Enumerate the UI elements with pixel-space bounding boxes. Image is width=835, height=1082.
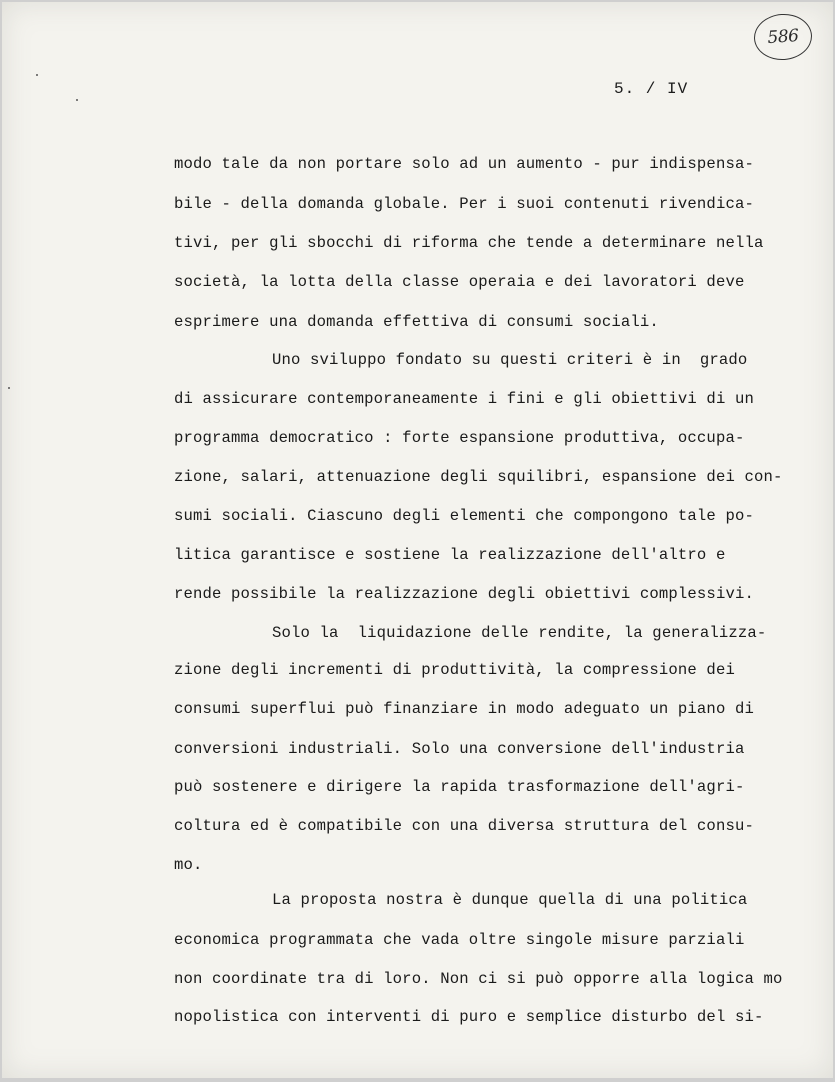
- body-line-13: Solo la liquidazione delle rendite, la generalizza-: [272, 624, 767, 642]
- stamp-number: 586: [766, 25, 800, 49]
- body-line-15: consumi superflui può finanziare in modo adeguato un piano di: [174, 700, 754, 718]
- body-line-12: rende possibile la realizzazione degli obiettivi complessivi.: [174, 585, 754, 603]
- paper-speck: [36, 74, 38, 76]
- paper-speck: [8, 387, 10, 389]
- body-line-18: coltura ed è compatibile con una diversa struttura del consu-: [174, 817, 754, 835]
- body-line-21: economica programmata che vada oltre singole misure parziali: [174, 931, 745, 949]
- archive-number-stamp: [752, 12, 813, 62]
- body-line-10: sumi sociali. Ciascuno degli elementi che compongono tale po-: [174, 507, 754, 525]
- body-line-2: bile - della domanda globale. Per i suoi contenuti rivendica-: [174, 195, 754, 213]
- body-line-5: esprimere una domanda effettiva di consumi sociali.: [174, 313, 659, 331]
- body-line-3: tivi, per gli sbocchi di riforma che tende a determinare nella: [174, 234, 764, 252]
- body-line-8: programma democratico : forte espansione produttiva, occupa-: [174, 429, 745, 447]
- body-line-16: conversioni industriali. Solo una conversione dell'industria: [174, 740, 745, 758]
- body-line-9: zione, salari, attenuazione degli squilibri, espansione dei con-: [174, 468, 783, 486]
- body-line-17: può sostenere e dirigere la rapida trasformazione dell'agri-: [174, 778, 745, 796]
- body-line-19: mo.: [174, 856, 203, 874]
- body-line-1: modo tale da non portare solo ad un aumento - pur indispensa-: [174, 155, 754, 173]
- body-line-11: litica garantisce e sostiene la realizzazione dell'altro e: [174, 546, 726, 564]
- body-line-7: di assicurare contemporaneamente i fini e gli obiettivi di un: [174, 390, 754, 408]
- body-line-14: zione degli incrementi di produttività, la compressione dei: [174, 661, 735, 679]
- body-line-20: La proposta nostra è dunque quella di una politica: [272, 891, 748, 909]
- body-line-4: società, la lotta della classe operaia e dei lavoratori deve: [174, 273, 745, 291]
- body-line-22: non coordinate tra di loro. Non ci si può opporre alla logica mo: [174, 970, 783, 988]
- body-line-6: Uno sviluppo fondato su questi criteri è in grado: [272, 351, 748, 369]
- body-line-23: nopolistica con interventi di puro e semplice disturbo del si-: [174, 1008, 764, 1026]
- page-number: 5. / IV: [614, 80, 689, 98]
- typewritten-page: [2, 2, 833, 1078]
- paper-speck: [76, 99, 78, 101]
